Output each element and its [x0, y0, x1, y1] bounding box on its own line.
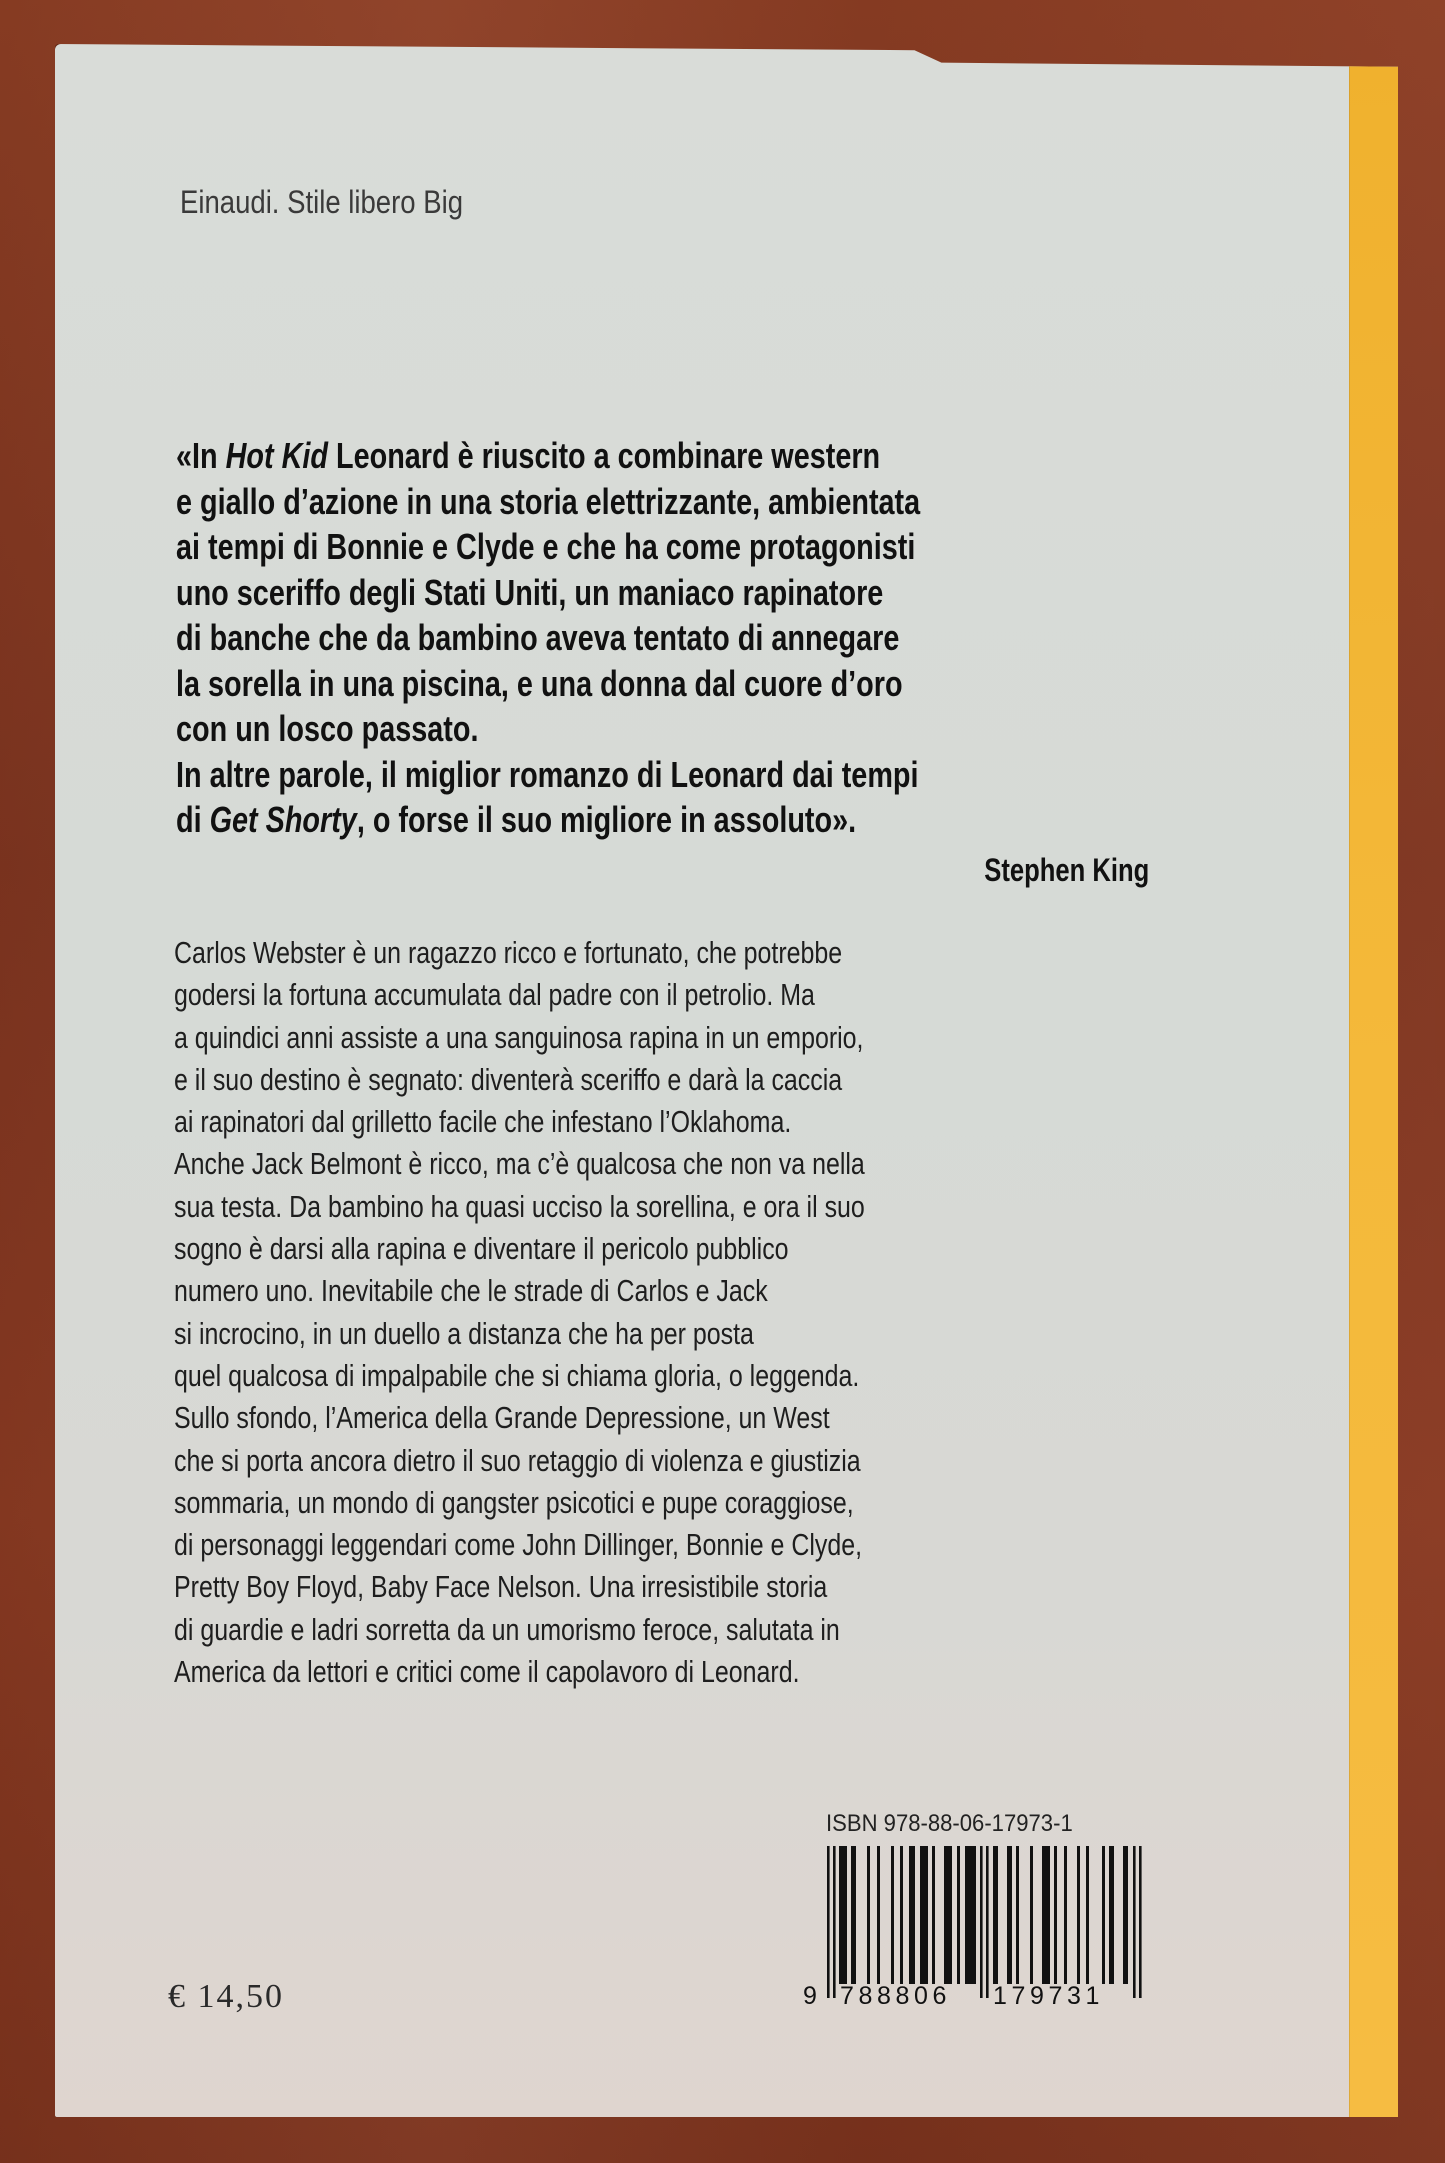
quote-line: di banche che da bambino aveva tentato di annegare: [176, 617, 900, 658]
barcode-digit-first: 9: [803, 1982, 817, 2010]
blurb-line: e il suo destino è segnato: diventerà sceriffo e darà la caccia: [174, 1061, 843, 1097]
blurb-line: di personaggi leggendari come John Dillinger, Bonnie e Clyde,: [174, 1527, 863, 1563]
blurb-line: sommaria, un mondo di gangster psicotici e pupe coraggiose,: [174, 1484, 854, 1520]
quote-attribution: Stephen King: [984, 852, 1149, 888]
blurb-text: [174, 932, 865, 1693]
price-label: € 14,50: [168, 1978, 284, 2015]
blurb-line: godersi la fortuna accumulata dal padre con il petrolio. Ma: [174, 977, 815, 1013]
blurb-line: America da lettori e critici come il capolavoro di Leonard.: [174, 1654, 800, 1690]
blurb-line: numero uno. Inevitabile che le strade di Carlos e Jack: [174, 1273, 768, 1309]
quote-line: «In Hot Kid Leonard è riuscito a combinare western: [176, 435, 881, 476]
quote-line: la sorella in una piscina, e una donna dal cuore d’oro: [176, 662, 903, 704]
barcode-digits-right: 179731: [993, 1982, 1105, 2010]
blurb-line: si incrocino, in un duello a distanza che ha per posta: [174, 1315, 754, 1351]
barcode-digits-left: 788806: [840, 1982, 952, 2010]
quote-line: In altre parole, il miglior romanzo di Leonard dai tempi: [176, 753, 919, 795]
isbn-label: ISBN 978-88-06-17973-1: [826, 1810, 1073, 1837]
blurb-line: Carlos Webster è un ragazzo ricco e fortunato, che potrebbe: [174, 935, 843, 970]
quote-line: e giallo d’azione in una storia elettrizzante, ambientata: [176, 480, 921, 522]
blurb-line: Pretty Boy Floyd, Baby Face Nelson. Una irresistibile storia: [174, 1569, 828, 1605]
blurb-line: a quindici anni assiste a una sanguinosa rapina in un emporio,: [174, 1019, 864, 1055]
blurb-line: di guardie e ladri sorretta da un umorismo feroce, salutata in: [174, 1611, 840, 1647]
blurb-line: che si porta ancora dietro il suo retaggio di violenza e giustizia: [174, 1442, 861, 1478]
barcode-icon: [803, 1846, 1145, 2010]
quote-line: uno sceriffo degli Stati Uniti, un maniaco rapinatore: [176, 571, 884, 613]
blurb-line: Anche Jack Belmont è ricco, ma c’è qualcosa che non va nella: [174, 1146, 865, 1182]
quote-line: di Get Shorty, o forse il suo migliore in assoluto».: [176, 799, 857, 840]
blurb-line: ai rapinatori dal grilletto facile che infestano l’Oklahoma.: [174, 1104, 792, 1140]
series-title: Einaudi. Stile libero Big: [180, 184, 464, 220]
quote-line: ai tempi di Bonnie e Clyde e che ha come protagonisti: [176, 526, 916, 567]
blurb-line: sua testa. Da bambino ha quasi ucciso la sorellina, e ora il suo: [174, 1188, 865, 1224]
quote-line: con un losco passato.: [176, 708, 479, 749]
review-quote: [176, 433, 920, 843]
blurb-line: Sullo sfondo, l’America della Grande Depressione, un West: [174, 1400, 830, 1436]
blurb-line: quel qualcosa di impalpabile che si chiama gloria, o leggenda.: [174, 1357, 860, 1393]
blurb-line: sogno è darsi alla rapina e diventare il pericolo pubblico: [174, 1231, 789, 1267]
yellow-flap-edge: [1349, 44, 1398, 2117]
